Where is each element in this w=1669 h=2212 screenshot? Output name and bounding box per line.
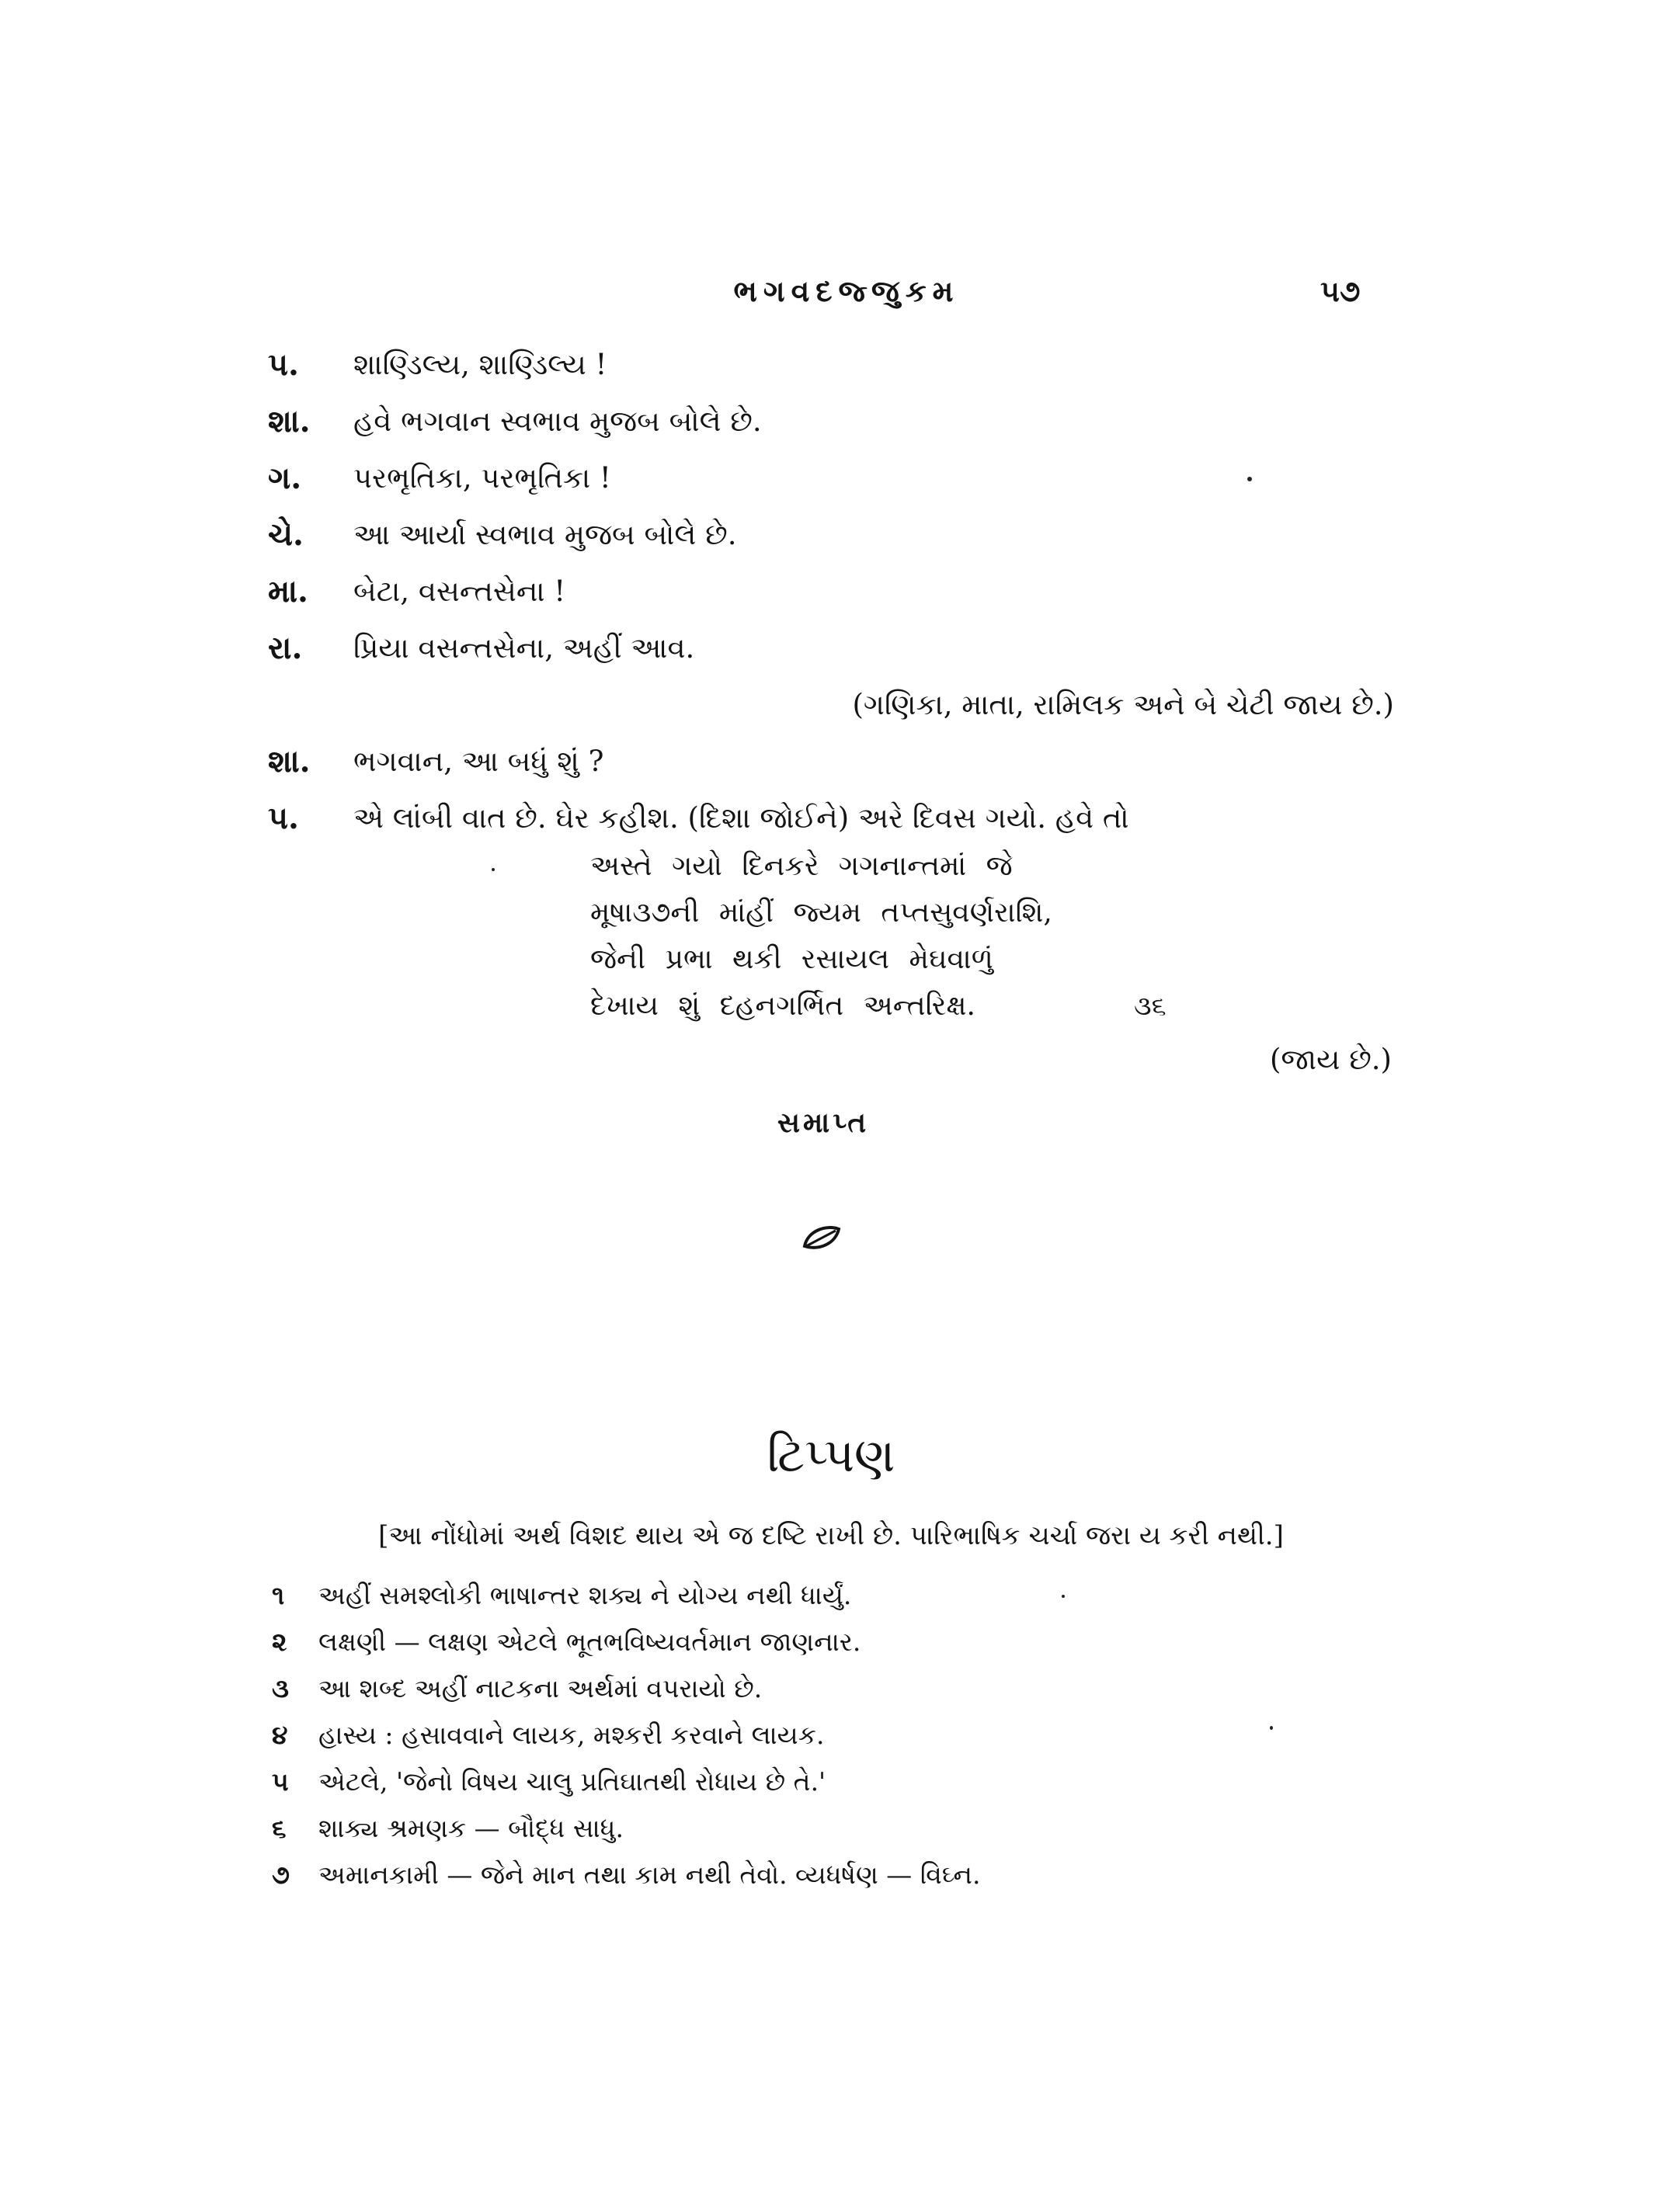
dialogue-line xyxy=(268,738,1394,795)
dialogue-line xyxy=(268,398,1394,455)
note-text: એટલે, 'જેનો વિષય ચાલુ પ્રતિઘાતથી રોધાય છે તે.' xyxy=(318,1766,826,1797)
dialogue-line xyxy=(268,625,1394,682)
note-number: ૩ xyxy=(272,1673,289,1703)
print-speck xyxy=(1247,477,1252,481)
print-speck xyxy=(1270,1726,1273,1730)
speech-text: હવે ભગવાન સ્વભાવ મુજબ બોલે છે. xyxy=(353,405,762,438)
notes-list xyxy=(272,1576,1359,1902)
verse-line: દેખાય શું દહનગર્ભિત અન્તરિક્ષ. xyxy=(590,990,975,1022)
print-speck xyxy=(1062,1595,1065,1598)
note-item xyxy=(272,1623,1359,1669)
note-item xyxy=(272,1576,1359,1623)
speech-text: આ આર્યા સ્વભાવ મુજબ બોલે છે. xyxy=(353,518,737,551)
running-header xyxy=(0,273,1669,320)
dialogue-line xyxy=(268,568,1394,625)
speech-text: શાણ્ડિલ્ય, શાણ્ડિલ્ય ! xyxy=(353,348,607,381)
verse-number: ૩૬ xyxy=(1134,991,1167,1022)
note-item xyxy=(272,1856,1359,1902)
dialogue-line xyxy=(268,512,1394,568)
note-text: હાસ્ય : હસાવવાને લાયક, મશ્કરી કરવાને લાયક. xyxy=(318,1720,825,1750)
note-number: ૫ xyxy=(272,1766,289,1797)
page-number: ૫૭ xyxy=(1320,273,1361,308)
speaker-label: મા. xyxy=(268,573,308,609)
note-item xyxy=(272,1716,1359,1762)
speaker-label: રા. xyxy=(268,630,303,666)
note-number: ૭ xyxy=(272,1860,290,1890)
note-number: ૪ xyxy=(272,1720,288,1750)
dialogue-line xyxy=(268,342,1394,398)
note-item xyxy=(272,1669,1359,1716)
speech-text: પરભૃતિકા, પરભૃતિકા ! xyxy=(353,461,611,495)
speech-text: બેટા, વસન્તસેના ! xyxy=(353,575,566,608)
speech-text: એ લાંબી વાત છે. ઘેર કહીશ. (દિશા જોઈને) અરે દિવસ ગયો. હવે તો xyxy=(353,801,1129,835)
note-item xyxy=(272,1809,1359,1856)
leaf-ornament-icon xyxy=(800,1223,843,1254)
speech-text: પ્રિયા વસન્તસેના, અહીં આવ. xyxy=(353,631,695,665)
speaker-label: ગ. xyxy=(268,460,302,496)
note-text: અમાનકામી — જેને માન તથા કામ નથી તેવો. વ્યધર્ષણ — વિઘ્ન. xyxy=(318,1860,981,1890)
stage-direction: (ગણિકા, માતા, રામિલક અને બે ચેટી જાય છે.) xyxy=(852,688,1394,721)
verse-line: અસ્તે ગયો દિનકરે ગગનાન્તમાં જે xyxy=(590,850,1013,882)
print-speck xyxy=(492,868,495,871)
dialogue-line xyxy=(268,455,1394,512)
notes-intro: [આ નોંધોમાં અર્થ વિશદ થાય એ જ દષ્ટિ રાખી છે. પારિભાષિક ચર્ચા જરા ય કરી નથી.] xyxy=(378,1520,1284,1551)
note-text: અહીં સમશ્લોકી ભાષાન્તર શક્ય ને યોગ્ય નથી ધાર્યું. xyxy=(318,1580,852,1610)
verse-line: મૂષા૩૭ની માંહીં જ્યમ તપ્તસુવર્ણરાશિ, xyxy=(590,897,1052,929)
stage-direction-exit: (જાય છે.) xyxy=(1269,1043,1392,1076)
speaker-label: પ. xyxy=(268,346,299,383)
dialogue-block xyxy=(268,342,1394,852)
note-text: લક્ષણી — લક્ષણ એટલે ભૂતભવિષ્યવર્તમાન જાણનાર. xyxy=(318,1627,861,1657)
dialogue-line xyxy=(268,795,1394,852)
note-text: શાક્ય શ્રમણક — બૌદ્ધ સાધુ. xyxy=(318,1813,624,1843)
note-number: ૨ xyxy=(272,1627,287,1657)
notes-title: ટિપ્પણ xyxy=(767,1429,895,1483)
header-title: ભગવદજ્જુકમ xyxy=(733,273,960,308)
end-label: સમાપ્ત xyxy=(777,1106,870,1139)
speech-text: ભગવાન, આ બધું શું ? xyxy=(353,745,604,778)
note-number: ૬ xyxy=(272,1813,287,1843)
speaker-label: ચે. xyxy=(268,516,304,553)
note-number: ૧ xyxy=(272,1580,285,1610)
verse-line: જેની પ્રભા થકી રસાયલ મેઘવાળું xyxy=(590,943,993,975)
speaker-label: પ. xyxy=(268,800,299,836)
speaker-label: શા. xyxy=(268,743,311,780)
note-item xyxy=(272,1762,1359,1809)
verse-block xyxy=(590,845,1367,1031)
note-text: આ શબ્દ અહીં નાટકના અર્થમાં વપરાયો છે. xyxy=(318,1673,763,1703)
speaker-label: શા. xyxy=(268,403,311,439)
